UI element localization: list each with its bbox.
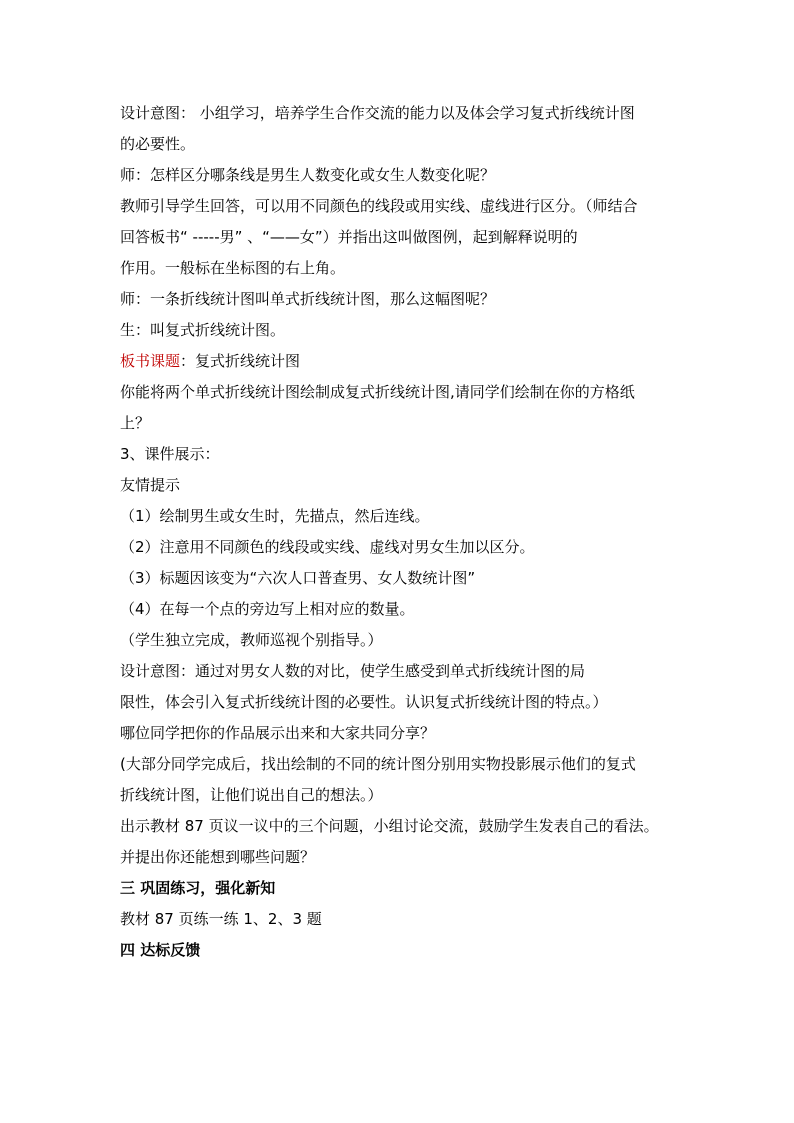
design-intent-line: 设计意图： 小组学习，培养学生合作交流的能力以及体会学习复式折线统计图 (120, 104, 635, 122)
tip-item: （3）标题因该变为“六次人口普查男、女人数统计图” (120, 569, 476, 587)
tip-item: （4）在每一个点的旁边写上相对应的数量。 (120, 600, 415, 618)
section-heading-3: 三 巩固练习，强化新知 (120, 879, 276, 897)
board-title-label: 板书课题 (120, 352, 181, 370)
tip-item: （1）绘制男生或女生时，先描点，然后连线。 (120, 507, 430, 525)
paragraph-line: （学生独立完成，教师巡视个别指导。） (120, 631, 383, 649)
tip-item: （2）注意用不同颜色的线段或实线、虚线对男女生加以区分。 (120, 538, 535, 556)
design-intent-line: 设计意图：通过对男女人数的对比，使学生感受到单式折线统计图的局 (120, 662, 586, 680)
board-title-text: ：复式折线统计图 (180, 352, 301, 370)
paragraph-line: 作用。一般标在坐标图的右上角。 (120, 259, 346, 277)
student-answer-line: 生：叫复式折线统计图。 (120, 321, 286, 339)
paragraph-line: 的必要性。 (120, 135, 196, 153)
paragraph-line: 教材 87 页练一练 1、2、3 题 (120, 910, 322, 928)
paragraph-line: 上？ (120, 414, 151, 432)
paragraph-line: (大部分同学完成后，找出绘制的不同的统计图分别用实物投影展示他们的复式 (120, 755, 636, 773)
tips-heading: 友情提示 (120, 476, 181, 494)
document-page (120, 98, 690, 966)
section-heading-4: 四 达标反馈 (120, 941, 201, 959)
paragraph-line: 你能将两个单式折线统计图绘制成复式折线统计图,请同学们绘制在你的方格纸 (120, 383, 635, 401)
teacher-question-line: 师：一条折线统计图叫单式折线统计图，那么这幅图呢？ (120, 290, 496, 308)
paragraph-line: 并提出你还能想到哪些问题？ (120, 848, 316, 866)
section-step-line: 3、课件展示： (120, 445, 220, 463)
board-title-line (120, 346, 690, 377)
paragraph-line: 回答板书“ -----男” 、“——女”）并指出这叫做图例，起到解释说明的 (120, 228, 578, 246)
paragraph-line: 限性，体会引入复式折线统计图的必要性。认识复式折线统计图的特点。） (120, 693, 608, 711)
paragraph-line: 出示教材 87 页议一议中的三个问题，小组讨论交流，鼓励学生发表自己的看法。 (120, 817, 659, 835)
teacher-question-line: 师：怎样区分哪条线是男生人数变化或女生人数变化呢？ (120, 166, 496, 184)
paragraph-line: 教师引导学生回答，可以用不同颜色的线段或用实线、虚线进行区分。（师结合 (120, 197, 638, 215)
paragraph-line: 折线统计图，让他们说出自己的想法。） (120, 786, 383, 804)
paragraph-line: 哪位同学把你的作品展示出来和大家共同分享？ (120, 724, 436, 742)
